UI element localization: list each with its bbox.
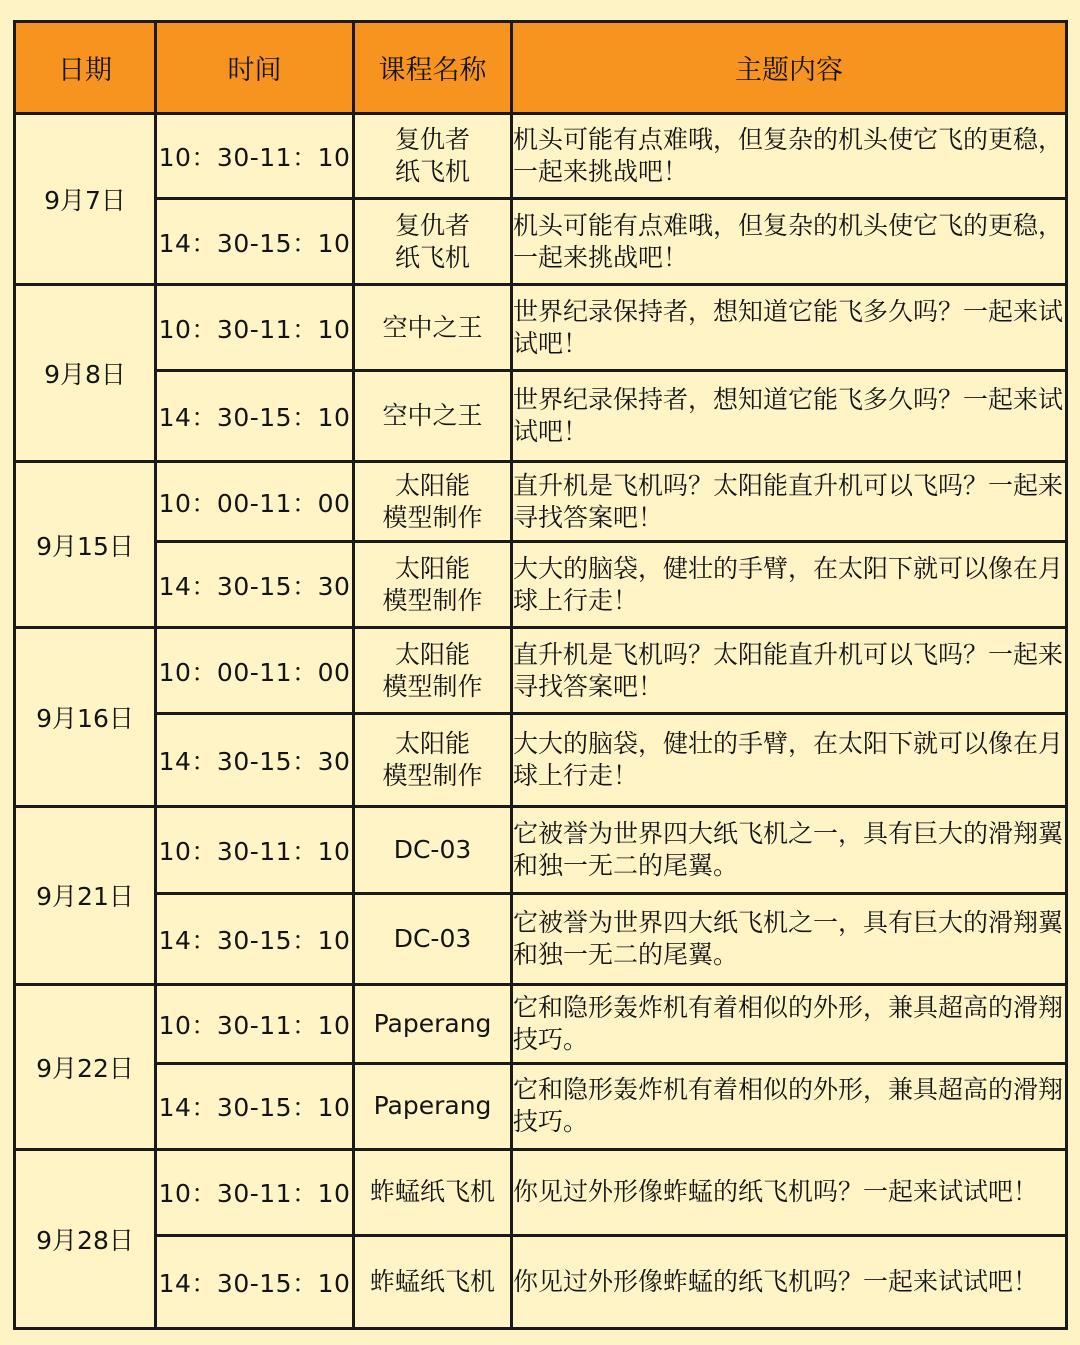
topic-cell: 机头可能有点难哦，但复杂的机头使它飞的更稳，一起来挑战吧！ bbox=[512, 199, 1067, 285]
table-row bbox=[15, 462, 1067, 542]
course-name-cell: 太阳能 模型制作 bbox=[354, 462, 512, 542]
date-cell: 9月8日 bbox=[15, 285, 156, 462]
table-row bbox=[15, 1063, 1067, 1149]
course-name-cell: 太阳能 模型制作 bbox=[354, 628, 512, 714]
time-cell: 10：30-11：10 bbox=[156, 806, 354, 893]
topic-cell: 大大的脑袋，健壮的手臂，在太阳下就可以像在月球上行走！ bbox=[512, 714, 1067, 806]
topic-cell: 大大的脑袋，健壮的手臂，在太阳下就可以像在月球上行走！ bbox=[512, 542, 1067, 628]
time-cell: 14：30-15：10 bbox=[156, 371, 354, 462]
time-cell: 14：30-15：10 bbox=[156, 893, 354, 984]
topic-cell: 它被誉为世界四大纸飞机之一，具有巨大的滑翔翼和独一无二的尾翼。 bbox=[512, 806, 1067, 893]
course-name-cell: 复仇者 纸飞机 bbox=[354, 114, 512, 199]
course-name-cell: 太阳能 模型制作 bbox=[354, 542, 512, 628]
table-row bbox=[15, 285, 1067, 371]
header-date: 日期 bbox=[15, 22, 156, 114]
time-cell: 14：30-15：30 bbox=[156, 542, 354, 628]
table-row bbox=[15, 893, 1067, 984]
topic-cell: 它被誉为世界四大纸飞机之一，具有巨大的滑翔翼和独一无二的尾翼。 bbox=[512, 893, 1067, 984]
table-header bbox=[15, 22, 1067, 114]
date-cell: 9月7日 bbox=[15, 114, 156, 285]
header-course: 课程名称 bbox=[354, 22, 512, 114]
time-cell: 14：30-15：30 bbox=[156, 714, 354, 806]
course-name-cell: DC-03 bbox=[354, 806, 512, 893]
time-cell: 14：30-15：10 bbox=[156, 1235, 354, 1328]
table-row bbox=[15, 371, 1067, 462]
time-cell: 10：30-11：10 bbox=[156, 1149, 354, 1235]
topic-cell: 世界纪录保持者，想知道它能飞多久吗？一起来试试吧！ bbox=[512, 285, 1067, 371]
topic-cell: 机头可能有点难哦，但复杂的机头使它飞的更稳，一起来挑战吧！ bbox=[512, 114, 1067, 199]
table-row bbox=[15, 114, 1067, 199]
header-topic: 主题内容 bbox=[512, 22, 1067, 114]
course-name-cell: 太阳能 模型制作 bbox=[354, 714, 512, 806]
date-cell: 9月15日 bbox=[15, 462, 156, 628]
date-cell: 9月22日 bbox=[15, 984, 156, 1149]
date-cell: 9月21日 bbox=[15, 806, 156, 984]
table-row bbox=[15, 984, 1067, 1063]
table-row bbox=[15, 542, 1067, 628]
topic-cell: 世界纪录保持者，想知道它能飞多久吗？一起来试试吧！ bbox=[512, 371, 1067, 462]
course-name-cell: Paperang bbox=[354, 1063, 512, 1149]
course-name-cell: 蚱蜢纸飞机 bbox=[354, 1235, 512, 1328]
time-cell: 10：30-11：10 bbox=[156, 114, 354, 199]
time-cell: 10：30-11：10 bbox=[156, 285, 354, 371]
table-row bbox=[15, 806, 1067, 893]
table-row bbox=[15, 714, 1067, 806]
course-name-cell: 蚱蜢纸飞机 bbox=[354, 1149, 512, 1235]
time-cell: 14：30-15：10 bbox=[156, 1063, 354, 1149]
time-cell: 14：30-15：10 bbox=[156, 199, 354, 285]
table-row bbox=[15, 199, 1067, 285]
course-name-cell: 空中之王 bbox=[354, 285, 512, 371]
time-cell: 10：30-11：10 bbox=[156, 984, 354, 1063]
header-time: 时间 bbox=[156, 22, 354, 114]
time-cell: 10：00-11：00 bbox=[156, 462, 354, 542]
course-name-cell: 空中之王 bbox=[354, 371, 512, 462]
date-cell: 9月16日 bbox=[15, 628, 156, 806]
topic-cell: 你见过外形像蚱蜢的纸飞机吗？一起来试试吧！ bbox=[512, 1235, 1067, 1328]
table-body bbox=[15, 114, 1067, 1329]
topic-cell: 它和隐形轰炸机有着相似的外形，兼具超高的滑翔技巧。 bbox=[512, 984, 1067, 1063]
course-name-cell: DC-03 bbox=[354, 893, 512, 984]
topic-cell: 你见过外形像蚱蜢的纸飞机吗？一起来试试吧！ bbox=[512, 1149, 1067, 1235]
topic-cell: 它和隐形轰炸机有着相似的外形，兼具超高的滑翔技巧。 bbox=[512, 1063, 1067, 1149]
date-cell: 9月28日 bbox=[15, 1149, 156, 1328]
table-row bbox=[15, 628, 1067, 714]
topic-cell: 直升机是飞机吗？太阳能直升机可以飞吗？一起来寻找答案吧！ bbox=[512, 462, 1067, 542]
time-cell: 10：00-11：00 bbox=[156, 628, 354, 714]
topic-cell: 直升机是飞机吗？太阳能直升机可以飞吗？一起来寻找答案吧！ bbox=[512, 628, 1067, 714]
course-name-cell: 复仇者 纸飞机 bbox=[354, 199, 512, 285]
header-row bbox=[15, 22, 1067, 114]
course-name-cell: Paperang bbox=[354, 984, 512, 1063]
course-schedule-table bbox=[13, 20, 1068, 1330]
table-row bbox=[15, 1235, 1067, 1328]
table-row bbox=[15, 1149, 1067, 1235]
